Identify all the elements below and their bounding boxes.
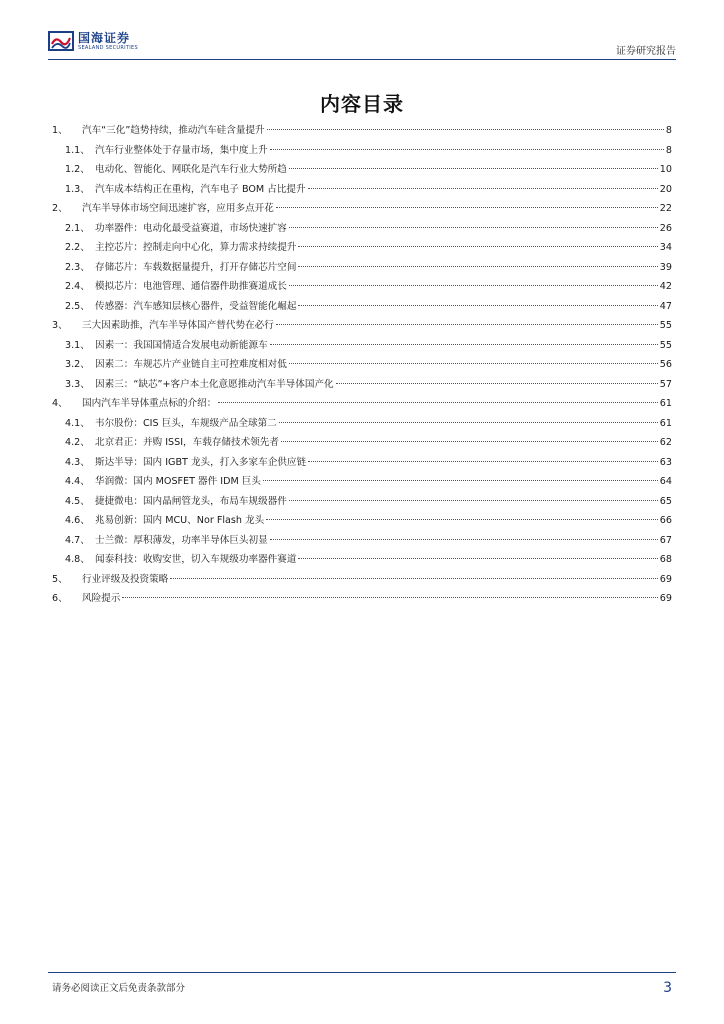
page-number: 3 bbox=[663, 980, 672, 996]
toc-entry-page: 22 bbox=[659, 203, 672, 214]
toc-leader-dots bbox=[122, 597, 657, 598]
toc-entry-number: 3.3、 bbox=[65, 378, 90, 390]
toc-leader-dots bbox=[281, 441, 658, 442]
toc-entry-page: 56 bbox=[659, 359, 672, 370]
toc-leader-dots bbox=[336, 383, 658, 384]
toc-leader-dots bbox=[276, 324, 658, 325]
toc-entry[interactable] bbox=[52, 181, 672, 201]
toc-entry-page: 42 bbox=[659, 281, 672, 292]
toc-entry[interactable] bbox=[52, 278, 672, 298]
toc-entry-page: 39 bbox=[659, 261, 672, 273]
toc-entry[interactable] bbox=[52, 571, 672, 591]
toc-entry-title: 北京君正：并购 ISSI，车载存储技术领先者 bbox=[95, 437, 279, 448]
toc-leader-dots bbox=[270, 344, 658, 345]
toc-leader-dots bbox=[218, 402, 657, 403]
toc-entry-page: 10 bbox=[659, 164, 672, 175]
toc-entry-number: 4.5、 bbox=[65, 495, 90, 507]
logo-english-name: SEALAND SECURITIES bbox=[78, 44, 138, 51]
toc-entry-number: 3、 bbox=[52, 320, 68, 331]
toc-entry-number: 1、 bbox=[52, 125, 68, 136]
toc-entry-page: 20 bbox=[659, 183, 672, 195]
toc-entry-number: 2.3、 bbox=[65, 261, 90, 273]
toc-entry-page: 67 bbox=[659, 534, 672, 546]
toc-entry[interactable] bbox=[52, 317, 672, 337]
page-title: 内容目录 bbox=[320, 92, 404, 116]
toc-entry-title: 士兰微：厚积薄发，功率半导体巨头初显 bbox=[95, 534, 268, 546]
header-divider bbox=[48, 59, 676, 60]
toc-entry-title: 因素二：车规芯片产业链自主可控难度相对低 bbox=[95, 359, 287, 370]
toc-leader-dots bbox=[266, 519, 658, 520]
toc-entry-number: 4.1、 bbox=[65, 417, 90, 429]
toc-entry-title: 汽车成本结构正在重构，汽车电子 BOM 占比提升 bbox=[95, 183, 306, 195]
toc-entry[interactable] bbox=[52, 220, 672, 240]
toc-entry-number: 3.1、 bbox=[65, 339, 90, 351]
toc-entry-title: 因素一：我国国情适合发展电动新能源车 bbox=[95, 339, 268, 351]
toc-entry-number: 2.2、 bbox=[65, 242, 90, 253]
toc-entry-title: 国内汽车半导体重点标的介绍： bbox=[82, 398, 217, 409]
toc-entry[interactable] bbox=[52, 395, 672, 415]
toc-entry[interactable] bbox=[52, 200, 672, 220]
toc-entry-title: 汽车行业整体处于存量市场，集中度上升 bbox=[95, 144, 268, 156]
toc-entry[interactable] bbox=[52, 551, 672, 571]
toc-entry-number: 4.7、 bbox=[65, 534, 90, 546]
toc-entry-page: 69 bbox=[659, 593, 672, 604]
toc-entry-number: 6、 bbox=[52, 593, 68, 604]
toc-entry-number: 2、 bbox=[52, 203, 68, 214]
toc-entry[interactable] bbox=[52, 512, 672, 532]
toc-entry[interactable] bbox=[52, 434, 672, 454]
toc-leader-dots bbox=[308, 461, 658, 462]
toc-entry-title: 功率器件：电动化最受益赛道，市场快速扩容 bbox=[95, 222, 287, 234]
toc-entry-title: 主控芯片：控制走向中心化，算力需求持续提升 bbox=[95, 242, 297, 253]
toc-entry-title: 风险提示 bbox=[82, 593, 121, 604]
toc-entry[interactable] bbox=[52, 259, 672, 279]
toc-entry-page: 26 bbox=[659, 222, 672, 234]
toc-entry[interactable] bbox=[52, 415, 672, 435]
toc-entry-page: 8 bbox=[665, 125, 672, 136]
toc-leader-dots bbox=[279, 422, 658, 423]
toc-entry[interactable] bbox=[52, 493, 672, 513]
toc-entry-title: 电动化、智能化、网联化是汽车行业大势所趋 bbox=[95, 164, 287, 175]
toc-entry-number: 1.3、 bbox=[65, 183, 90, 195]
toc-entry[interactable] bbox=[52, 298, 672, 318]
toc-entry-title: 捷捷微电：国内晶闸管龙头，布局车规级器件 bbox=[95, 495, 287, 507]
toc-entry-number: 4.4、 bbox=[65, 476, 90, 487]
toc-entry[interactable] bbox=[52, 239, 672, 259]
toc-entry[interactable] bbox=[52, 376, 672, 396]
toc-entry-page: 66 bbox=[659, 515, 672, 526]
toc-entry-title: 传感器：汽车感知层核心器件，受益智能化崛起 bbox=[95, 300, 297, 312]
toc-leader-dots bbox=[267, 129, 664, 130]
toc-entry-number: 2.4、 bbox=[65, 281, 90, 292]
toc-entry-number: 4、 bbox=[52, 398, 68, 409]
toc-entry[interactable] bbox=[52, 454, 672, 474]
toc-leader-dots bbox=[270, 539, 658, 540]
toc-leader-dots bbox=[298, 266, 657, 267]
toc-entry-page: 61 bbox=[659, 417, 672, 429]
toc-entry-number: 2.5、 bbox=[65, 300, 90, 312]
page-header bbox=[48, 30, 676, 58]
toc-entry-number: 3.2、 bbox=[65, 359, 90, 370]
toc-entry[interactable] bbox=[52, 532, 672, 552]
footer-divider bbox=[48, 972, 676, 973]
toc-leader-dots bbox=[289, 227, 658, 228]
toc-entry-title: 模拟芯片：电池管理、通信器件助推赛道成长 bbox=[95, 281, 287, 292]
toc-entry-title: 汽车半导体市场空间迅速扩容，应用多点开花 bbox=[82, 203, 274, 214]
toc-entry-page: 63 bbox=[659, 456, 672, 468]
toc-leader-dots bbox=[263, 480, 658, 481]
toc-entry-page: 47 bbox=[659, 300, 672, 312]
toc-entry-title: 因素三：“缺芯”+客户本土化意愿推动汽车半导体国产化 bbox=[95, 378, 334, 390]
toc-entry-title: 兆易创新：国内 MCU、Nor Flash 龙头 bbox=[95, 515, 265, 526]
toc-entry-page: 61 bbox=[659, 398, 672, 409]
toc-entry[interactable] bbox=[52, 356, 672, 376]
report-type-label: 证券研究报告 bbox=[616, 46, 676, 57]
toc-entry-number: 4.8、 bbox=[65, 554, 90, 565]
toc-leader-dots bbox=[289, 285, 658, 286]
toc-entry-page: 64 bbox=[659, 476, 672, 487]
toc-entry[interactable] bbox=[52, 122, 672, 142]
toc-entry-number: 1.1、 bbox=[65, 144, 90, 156]
toc-entry-page: 57 bbox=[659, 378, 672, 390]
toc-entry-page: 34 bbox=[659, 242, 672, 253]
toc-leader-dots bbox=[289, 500, 658, 501]
sealand-logo-icon bbox=[48, 30, 74, 52]
toc-entry[interactable] bbox=[52, 161, 672, 181]
toc-entry-title: 华润微：国内 MOSFET 器件 IDM 巨头 bbox=[95, 476, 261, 487]
toc-entry-page: 69 bbox=[659, 573, 672, 585]
footer-disclaimer: 请务必阅读正文后免责条款部分 bbox=[52, 983, 186, 994]
toc-entry[interactable] bbox=[52, 473, 672, 493]
toc-entry-page: 68 bbox=[659, 554, 672, 565]
toc-leader-dots bbox=[289, 168, 658, 169]
toc-entry-number: 2.1、 bbox=[65, 222, 90, 234]
toc-entry-page: 65 bbox=[659, 495, 672, 507]
toc-leader-dots bbox=[308, 188, 658, 189]
toc-entry[interactable] bbox=[52, 337, 672, 357]
toc-leader-dots bbox=[298, 305, 657, 306]
toc-entry[interactable] bbox=[52, 142, 672, 162]
toc-leader-dots bbox=[276, 207, 658, 208]
toc-entry-page: 55 bbox=[659, 339, 672, 351]
toc-entry-page: 55 bbox=[659, 320, 672, 331]
toc-leader-dots bbox=[298, 246, 657, 247]
toc-leader-dots bbox=[298, 558, 657, 559]
toc-entry-title: 三大因素助推，汽车半导体国产替代势在必行 bbox=[82, 320, 274, 331]
toc-entry-number: 4.6、 bbox=[65, 515, 90, 526]
toc-leader-dots bbox=[270, 149, 664, 150]
toc-entry-page: 8 bbox=[665, 144, 672, 156]
table-of-contents bbox=[52, 122, 672, 610]
toc-entry-title: 闻泰科技：收购安世，切入车规级功率器件赛道 bbox=[95, 554, 297, 565]
sealand-logo bbox=[48, 30, 138, 52]
toc-entry-number: 4.2、 bbox=[65, 437, 90, 448]
toc-entry-number: 1.2、 bbox=[65, 164, 90, 175]
toc-entry-number: 5、 bbox=[52, 573, 68, 585]
toc-entry-title: 韦尔股份：CIS 巨头，车规级产品全球第二 bbox=[95, 417, 277, 429]
toc-entry-page: 62 bbox=[659, 437, 672, 448]
toc-entry-title: 斯达半导：国内 IGBT 龙头，打入多家车企供应链 bbox=[95, 456, 307, 468]
toc-entry-number: 4.3、 bbox=[65, 456, 90, 468]
toc-entry-title: 存储芯片：车载数据量提升，打开存储芯片空间 bbox=[95, 261, 297, 273]
toc-entry[interactable] bbox=[52, 590, 672, 610]
toc-leader-dots bbox=[289, 363, 658, 364]
toc-leader-dots bbox=[170, 578, 657, 579]
toc-entry-title: 汽车“三化”趋势持续，推动汽车硅含量提升 bbox=[82, 125, 265, 136]
logo-chinese-name: 国海证券 bbox=[78, 30, 131, 45]
toc-entry-title: 行业评级及投资策略 bbox=[82, 573, 169, 585]
